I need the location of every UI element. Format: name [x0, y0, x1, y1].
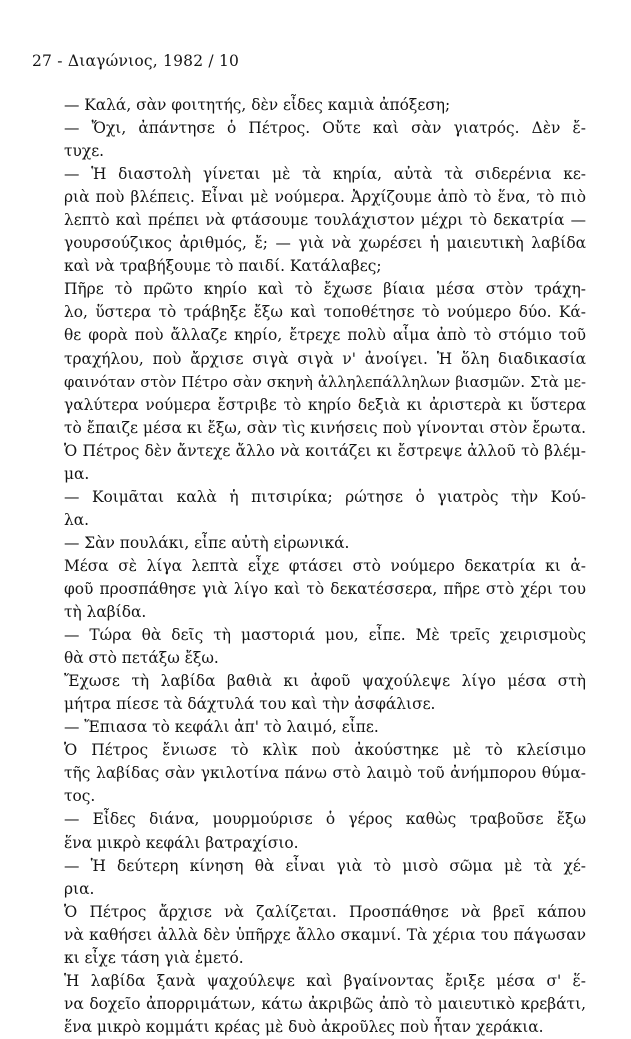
text-line: τὴ λαβίδα.	[64, 603, 147, 622]
text-line: — Κοιμᾶται καλὰ ἡ πιτσιρίκα; ρώτησε ὁ γιατρὸς τὴν Κού-	[64, 487, 586, 506]
body-text	[64, 94, 586, 1039]
text-line: — Τώρα θὰ δεῖς τὴ μαστοριά μου, εἶπε. Μὲ τρεῖς χειρισμοὺς	[64, 626, 586, 645]
text-line: κι εἶχε τάση γιὰ ἐμετό.	[64, 948, 244, 967]
text-line: καὶ νὰ τραβήξουμε τὸ παιδί. Κατάλαβες;	[64, 257, 382, 276]
text-line: λεπτὸ καὶ πρέπει νὰ φτάσουμε τουλάχιστον μέχρι τὸ δεκατρία —	[64, 211, 586, 230]
text-line: ρια.	[64, 879, 95, 898]
page-header: 27 - Διαγώνιος, 1982 / 10	[32, 52, 240, 70]
text-line: — Σὰν πουλάκι, εἶπε αὐτὴ εἰρωνικά.	[64, 533, 350, 552]
text-line: ἕνα μικρὸ κομμάτι κρέας μὲ δυὸ ἀκροῦλες ποὺ ἦταν χεράκια.	[64, 1017, 544, 1036]
text-line: φοῦ προσπάθησε γιὰ λίγο καὶ τὸ δεκατέσσερα, πῆρε στὸ χέρι του	[64, 579, 586, 598]
text-line: μήτρα πίεσε τὰ δάχτυλά του καὶ τὴν ἀσφάλισε.	[64, 695, 436, 714]
text-line: Μέσα σὲ λίγα λεπτὰ εἶχε φτάσει στὸ νούμερο δεκατρία κι ἀ-	[64, 556, 586, 575]
text-line: λα.	[64, 510, 90, 529]
text-line: Ὁ Πέτρος ἔνιωσε τὸ κλὶκ ποὺ ἀκούστηκε μὲ τὸ κλείσιμο	[64, 741, 586, 760]
text-line: Ἔχωσε τὴ λαβίδα βαθιὰ κι ἀφοῦ ψαχούλεψε λίγο μέσα στὴ	[64, 672, 586, 691]
text-line: νὰ καθήσει ἀλλὰ δὲν ὑπῆρχε ἄλλο σκαμνί. Τὰ χέρια του πάγωσαν	[64, 925, 586, 944]
text-line: γουρσούζικος ἀριθμός, ἔ; — γιὰ νὰ χωρέσει ἡ μαιευτικὴ λαβίδα	[64, 234, 586, 253]
text-line: Ὁ Πέτρος ἄρχισε νὰ ζαλίζεται. Προσπάθησε νὰ βρεῖ κάπου	[64, 902, 586, 921]
text-line: γαλύτερα νούμερα ἔστριβε τὸ κηρίο δεξιὰ κι ἀριστερὰ κι ὕστερα	[64, 395, 586, 414]
text-line: ριὰ ποὺ βλέπεις. Εἶναι μὲ νούμερα. Ἀρχίζουμε ἀπὸ τὸ ἕνα, τὸ πιὸ	[64, 188, 586, 207]
text-line: Ἡ λαβίδα ξανὰ ψαχούλεψε καὶ βγαίνοντας ἔριξε μέσα σ' ἕ-	[64, 971, 586, 990]
text-line: — Ἔπιασα τὸ κεφάλι ἀπ' τὸ λαιμό, εἶπε.	[64, 718, 379, 737]
text-line: ἕνα μικρὸ κεφάλι βατραχίσιο.	[64, 833, 299, 852]
text-line: Ὁ Πέτρος δὲν ἄντεχε ἄλλο νὰ κοιτάζει κι ἔστρεψε ἀλλοῦ τὸ βλέμ-	[64, 441, 586, 460]
text-line: τραχήλου, ποὺ ἄρχισε σιγὰ σιγὰ ν' ἀνοίγει. Ἡ ὅλη διαδικασία	[64, 349, 586, 368]
text-line: θὰ στὸ πετάξω ἔξω.	[64, 649, 219, 668]
text-line: — Καλά, σὰν φοιτητής, δὲν εἶδες καμιὰ ἀπόξεση;	[64, 96, 451, 114]
text-line: Πῆρε τὸ πρῶτο κηρίο καὶ τὸ ἔχωσε βίαια μέσα στὸν τράχη-	[64, 280, 586, 299]
text-line: θε φορὰ ποὺ ἄλλαζε κηρίο, ἔτρεχε πολὺ αἷμα ἀπὸ τὸ στόμιο τοῦ	[64, 326, 586, 345]
text-line: μα.	[64, 464, 90, 483]
text-line: τυχε.	[64, 142, 105, 161]
text-line: λο, ὕστερα τὸ τράβηξε ἔξω καὶ τοποθέτησε τὸ νούμερο δύο. Κά-	[64, 303, 586, 322]
text-line: τος.	[64, 787, 96, 806]
text-line: να δοχεῖο ἀπορριμάτων, κάτω ἀκριβῶς ἀπὸ τὸ μαιευτικὸ κρεβάτι,	[64, 994, 586, 1013]
text-line: φαινόταν στὸν Πέτρο σὰν σκηνὴ ἀλληλεπάλληλων βιασμῶν. Στὰ με-	[64, 373, 586, 391]
text-line: — Ὄχι, ἀπάντησε ὁ Πέτρος. Οὔτε καὶ σὰν γιατρός. Δὲν ἔ-	[64, 119, 586, 138]
text-line: — Ἡ δεύτερη κίνηση θὰ εἶναι γιὰ τὸ μισὸ σῶμα μὲ τὰ χέ-	[64, 856, 586, 875]
text-line: τὸ ἔπαιζε μέσα κι ἔξω, σὰν τὶς κινήσεις ποὺ γίνονται στὸν ἔρωτα.	[64, 418, 586, 437]
text-line: — Ἡ διαστολὴ γίνεται μὲ τὰ κηρία, αὐτὰ τὰ σιδερένια κε-	[64, 165, 586, 184]
text-line: τῆς λαβίδας σὰν γκιλοτίνα πάνω στὸ λαιμὸ τοῦ ἀνήμπορου θύμα-	[64, 764, 586, 783]
text-line: — Εἶδες διάνα, μουρμούρισε ὁ γέρος καθὼς τραβοῦσε ἔξω	[64, 810, 586, 829]
